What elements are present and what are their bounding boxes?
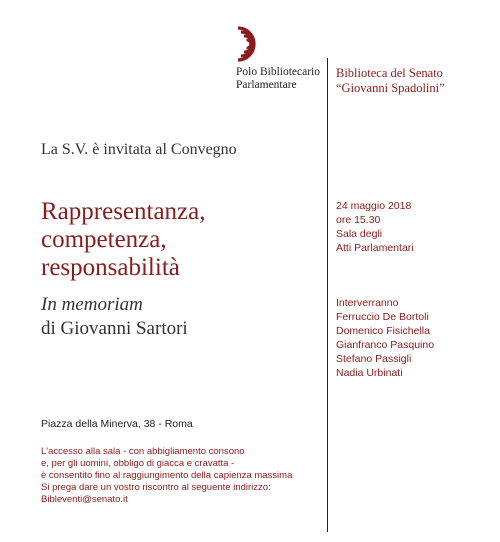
event-venue: Sala degli	[336, 228, 383, 240]
speaker-name: Ferruccio De Bortoli	[336, 311, 429, 323]
speaker-name: Stefano Passigli	[336, 353, 412, 365]
event-venue: Atti Parlamentari	[336, 242, 414, 254]
title-line: responsabilità	[41, 254, 180, 281]
dedication-label: di Giovanni Sartori	[41, 318, 188, 339]
rsvp-notice	[41, 482, 271, 506]
speakers-list	[336, 296, 434, 380]
access-line: è consentito fino al raggiungimento della capienza massima	[41, 470, 293, 481]
event-date: 24 maggio 2018	[336, 200, 412, 212]
senato-line: “Giovanni Spadolini”	[336, 81, 445, 95]
polo-line: Polo Bibliotecario	[236, 66, 321, 78]
title-line: Rappresentanza,	[41, 198, 206, 225]
conference-title	[41, 198, 206, 282]
vertical-divider	[327, 58, 328, 532]
access-notice	[41, 446, 292, 482]
title-line: competenza,	[41, 226, 167, 253]
event-time: ore 15.30	[336, 214, 381, 226]
speaker-name: Gianfranco Pasquino	[336, 339, 435, 351]
rsvp-line: Si prega dare un vostro riscontro al seguente indirizzo:	[41, 482, 271, 493]
biblioteca-senato-label	[336, 66, 445, 96]
speaker-name: Nadia Urbinati	[336, 367, 403, 379]
access-line: L'accesso alla sala - con abbigliamento consono	[41, 446, 245, 457]
event-details	[336, 199, 414, 255]
senato-line: Biblioteca del Senato	[336, 66, 443, 80]
polo-bibliotecario-label	[236, 66, 320, 92]
access-line: e, per gli uomini, obbligo di giacca e cravatta -	[41, 458, 235, 469]
memoriam-label: In memoriam	[41, 294, 143, 315]
speaker-name: Domenico Fisichella	[336, 325, 430, 337]
invitation-intro: La S.V. è invitata al Convegno	[41, 141, 237, 158]
polo-bibliotecario-logo-icon	[232, 24, 272, 64]
venue-address: Piazza della Minerva, 38 - Roma	[41, 418, 193, 430]
polo-line: Parlamentare	[236, 79, 297, 91]
speakers-label: Interverranno	[336, 297, 399, 309]
rsvp-email-link[interactable]: Bibleventi@senato.it	[41, 494, 128, 505]
